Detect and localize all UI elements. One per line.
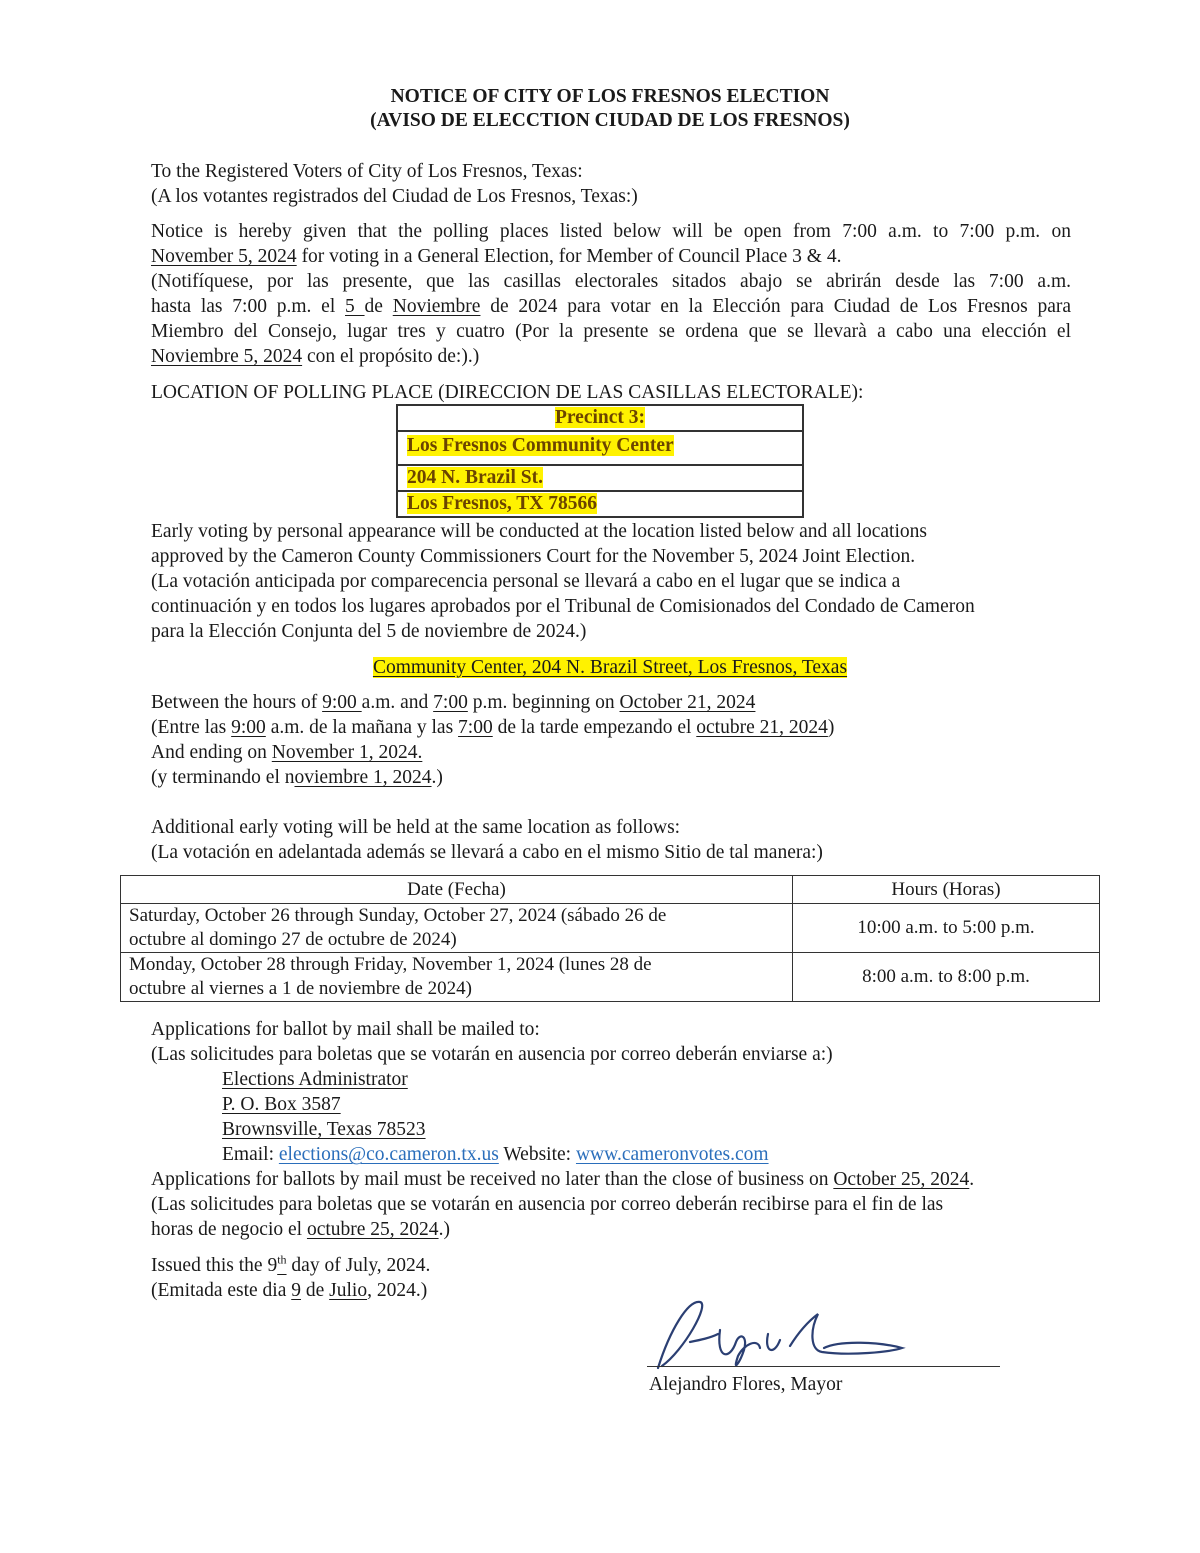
additional-en: Additional early voting will be held at the same location as follows: xyxy=(151,817,681,838)
early-voting-en-line1: Early voting by personal appearance will be conducted at the location listed below and all locations xyxy=(151,521,927,542)
hours-es-line2: (y terminando el noviembre 1, 2024.) xyxy=(151,767,443,788)
early-voting-location: Community Center, 204 N. Brazil Street, Los Fresnos, Texas xyxy=(372,657,848,678)
precinct-name: Los Fresnos Community Center xyxy=(398,432,802,466)
table-row xyxy=(121,904,1100,953)
salutation-english: To the Registered Voters of City of Los Fresnos, Texas: xyxy=(151,161,583,182)
early-voting-es-line3: para la Elección Conjunta del 5 de noviembre de 2024.) xyxy=(151,621,587,642)
notice-english-line2: November 5, 2024 for voting in a General Election, for Member of Council Place 3 & 4. xyxy=(151,246,842,267)
mail-ballot-section xyxy=(151,1017,1071,1242)
notice-title xyxy=(0,85,1200,133)
schedule-hours-cell: 8:00 a.m. to 8:00 p.m. xyxy=(793,953,1100,1002)
address-line3: Brownsville, Texas 78523 xyxy=(222,1119,426,1140)
notice-spanish-line4: Noviembre 5, 2024 con el propósito de:).) xyxy=(151,346,480,367)
notice-spanish-line2: hasta las 7:00 p.m. el 5 de Noviembre de 2024 para votar en la Elección para Ciudad de Los Fresnos para xyxy=(151,296,1072,317)
notice-spanish-line1: (Notifíquese, por las presente, que las casillas electorales sitados abajo se abrirán desde las 7:00 a.m. xyxy=(151,271,1071,292)
contact-line: Email: elections@co.cameron.tx.us Website: www.cameronvotes.com xyxy=(222,1144,769,1165)
mail-es: (Las solicitudes para boletas que se votarán en ausencia por correo deberán enviarse a:) xyxy=(151,1044,833,1065)
hours-en-line2: And ending on November 1, 2024. xyxy=(151,742,423,763)
issued-es: (Emitada este dia 9 de Julio, 2024.) xyxy=(151,1280,428,1301)
schedule-hours-cell: 10:00 a.m. to 5:00 p.m. xyxy=(793,904,1100,953)
mail-deadline-es-line1: (Las solicitudes para boletas que se votarán en ausencia por correo deberán recibirse para el fin de las xyxy=(151,1194,944,1215)
address-line2: P. O. Box 3587 xyxy=(222,1094,341,1115)
mail-address xyxy=(151,1067,1071,1167)
mail-deadline-es-line2: horas de negocio el octubre 25, 2024.) xyxy=(151,1219,450,1240)
mail-deadline-en: Applications for ballots by mail must be received no later than the close of business on October 25, 2024. xyxy=(151,1169,975,1190)
table-header-row xyxy=(121,876,1100,904)
early-voting-hours xyxy=(151,690,1071,790)
hours-en-line1: Between the hours of 9:00 a.m. and 7:00 p.m. beginning on October 21, 2024 xyxy=(151,692,756,713)
election-date: November 5, 2024 xyxy=(151,246,297,267)
email-link[interactable]: elections@co.cameron.tx.us xyxy=(278,1144,499,1165)
schedule-date-cell: Saturday, October 26 through Sunday, October 27, 2024 (sábado 26 de octubre al domingo 27 de octubre de 2024) xyxy=(121,904,793,953)
hours-es-line1: (Entre las 9:00 a.m. de la mañana y las 7:00 de la tarde empezando el octubre 21, 2024) xyxy=(151,717,835,738)
early-voting-es-line2: continuación y en todos los lugares aprobados por el Tribunal de Comisionados del Condado de Cameron xyxy=(151,596,975,617)
notice-spanish-line3: Miembro del Consejo, lugar tres y cuatro (Por la presente se ordena que se llevarà a cabo una elección el xyxy=(151,321,1071,342)
website-link[interactable]: www.cameronvotes.com xyxy=(575,1144,769,1165)
precinct-header: Precinct 3: xyxy=(398,406,802,432)
col-date-header: Date (Fecha) xyxy=(121,876,793,904)
title-english: NOTICE OF CITY OF LOS FRESNOS ELECTION xyxy=(390,86,830,107)
schedule-date-cell: Monday, October 28 through Friday, November 1, 2024 (lunes 28 de octubre al viernes a 1 de noviembre de 2024) xyxy=(121,953,793,1002)
address-line1: Elections Administrator xyxy=(222,1069,408,1090)
early-voting-en-line2: approved by the Cameron County Commissioners Court for the November 5, 2024 Joint Election. xyxy=(151,546,916,567)
title-spanish: (AVISO DE ELECCTION CIUDAD DE LOS FRESNOS) xyxy=(370,110,850,131)
location-heading: LOCATION OF POLLING PLACE (DIRECCION DE LAS CASILLAS ELECTORALE): xyxy=(151,382,864,403)
salutation xyxy=(151,159,1071,209)
issued-date xyxy=(151,1253,1071,1303)
notice-english-line1: Notice is hereby given that the polling places listed below will be open from 7:00 a.m. to 7:00 p.m. on xyxy=(151,221,1071,242)
signatory-name: Alejandro Flores, Mayor xyxy=(649,1374,843,1395)
additional-es: (La votación en adelantada además se llevará a cabo en el mismo Sitio de tal manera:) xyxy=(151,842,823,863)
mail-en: Applications for ballot by mail shall be mailed to: xyxy=(151,1019,540,1040)
notice-paragraph xyxy=(151,219,1071,369)
early-voting-schedule-table xyxy=(120,875,1100,1002)
issued-en: Issued this the 9th day of July, 2024. xyxy=(151,1252,431,1276)
table-row xyxy=(121,953,1100,1002)
precinct-street: 204 N. Brazil St. xyxy=(398,466,802,492)
early-voting-paragraph xyxy=(151,519,1071,644)
additional-voting xyxy=(151,815,1071,865)
col-hours-header: Hours (Horas) xyxy=(793,876,1100,904)
salutation-spanish: (A los votantes registrados del Ciudad de Los Fresnos, Texas:) xyxy=(151,186,638,207)
signature-line xyxy=(647,1366,1000,1367)
precinct-box xyxy=(396,404,804,518)
early-voting-es-line1: (La votación anticipada por comparecencia personal se llevará a cabo en el lugar que se indica a xyxy=(151,571,901,592)
precinct-city: Los Fresnos, TX 78566 xyxy=(398,492,802,518)
